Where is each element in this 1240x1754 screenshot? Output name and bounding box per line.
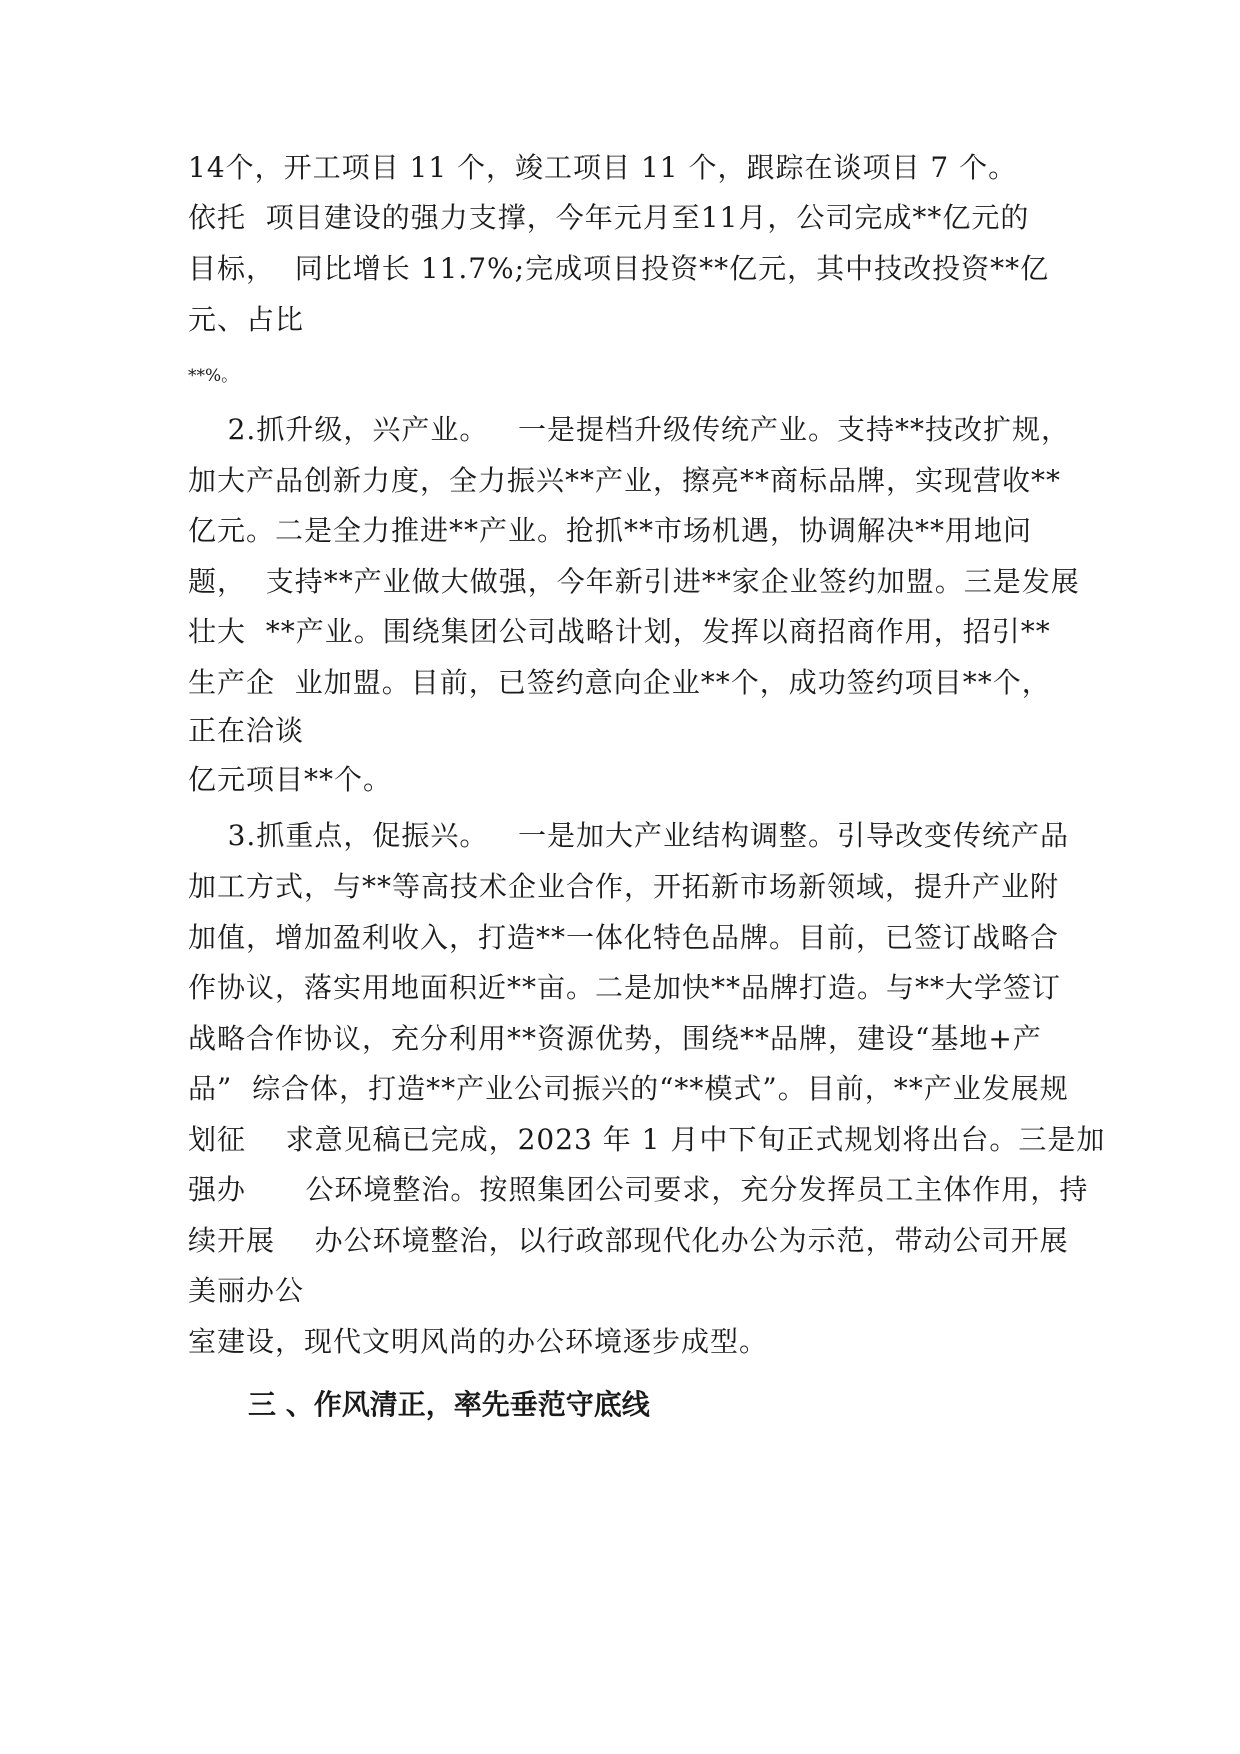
- body-line: 室建设，现代文明风尚的办公环境逐步成型。: [188, 1325, 769, 1358]
- body-line: 依托 项目建设的强力支撑，今年元月至11月，公司完成**亿元的: [188, 201, 1030, 234]
- body-line: 题， 支持**产业做大做强，今年新引进**家企业签约加盟。三是发展: [188, 565, 1080, 598]
- body-line: 强办 公环境整治。按照集团公司要求，充分发挥员工主体作用，持: [188, 1173, 1089, 1206]
- body-line: 14个，开工项目 11 个，竣工项目 11 个，跟踪在谈项目 7 个。: [188, 151, 1018, 184]
- body-line: 加大产品创新力度，全力振兴**产业，擦亮**商标品牌，实现营收**: [188, 464, 1062, 497]
- body-line: 续开展 办公环境整治，以行政部现代化办公为示范，带动公司开展: [188, 1224, 1069, 1257]
- body-line: 品” 综合体，打造**产业公司振兴的“**模式”。目前，**产业发展规: [188, 1072, 1069, 1105]
- body-line: 亿元项目**个。: [188, 763, 393, 796]
- paragraph-2-first-line: 2.抓升级，兴产业。 一是提档升级传统产业。支持**技改扩规，: [188, 413, 1071, 446]
- body-line: 亿元。二是全力推进**产业。抢抓**市场机遇，协调解决**用地问: [188, 514, 1033, 547]
- body-line: 加值，增加盈利收入，打造**一体化特色品牌。目前，已签订战略合: [188, 921, 1060, 954]
- body-line: 划征 求意见稿已完成，2023 年 1 月中下旬正式规划将出台。三是加: [188, 1123, 1106, 1156]
- paragraph-3-first-line: 3.抓重点，促振兴。 一是加大产业结构调整。引导改变传统产品: [188, 819, 1070, 852]
- body-line: **%。: [188, 366, 239, 386]
- body-line: 生产企 业加盟。目前，已签约意向企业**个，成功签约项目**个，: [188, 666, 1051, 699]
- body-line: 战略合作协议，充分利用**资源优势，围绕**品牌，建设“基地+产: [188, 1022, 1042, 1055]
- body-line: 壮大 **产业。围绕集团公司战略计划，发挥以商招商作用，招引**: [188, 615, 1051, 648]
- body-line: 元、占比: [188, 303, 305, 336]
- body-line: 目标， 同比增长 11.7%;完成项目投资**亿元，其中技改投资**亿: [188, 252, 1050, 285]
- body-line: 美丽办公: [188, 1274, 305, 1307]
- section-heading: 三 、作风清正，率先垂范守底线: [248, 1388, 650, 1421]
- body-line: 作协议，落实用地面积近**亩。二是加快**品牌打造。与**大学签订: [188, 971, 1062, 1004]
- body-line: 加工方式，与**等高技术企业合作，开拓新市场新领域，提升产业附: [188, 870, 1060, 903]
- body-line: 正在洽谈: [188, 714, 305, 747]
